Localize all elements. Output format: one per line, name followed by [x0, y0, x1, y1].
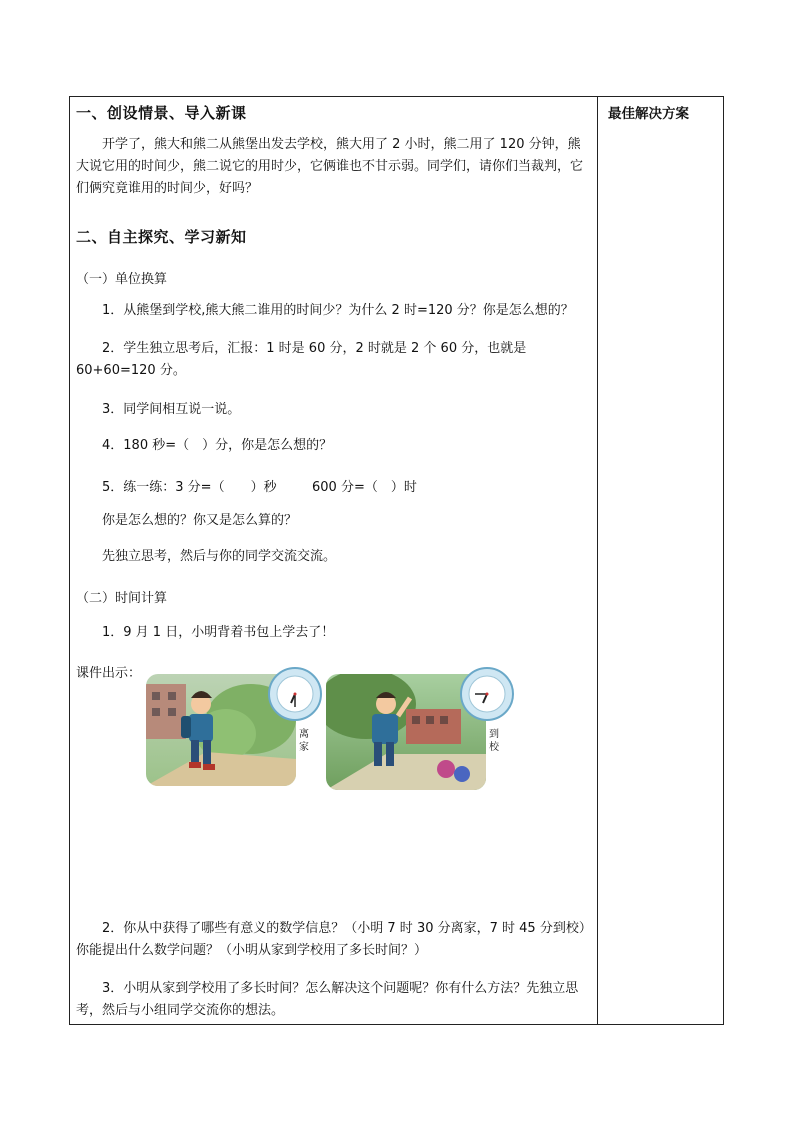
section1-paragraph: 开学了，熊大和熊二从熊堡出发去学校，熊大用了 2 小时，熊二用了 120 分钟，熊大说它用的时间少，熊二说它的用时少，它俩谁也不甘示弱。同学们，请你们当裁判，它们俩究竟谁用的时间少，好吗？ [76, 137, 584, 196]
subsection-time-calc: （二）时间计算 [76, 591, 168, 606]
section1-heading: 一、创设情景、导入新课 [76, 104, 247, 122]
question-how-think: 你是怎么想的？你又是怎么算的？ [102, 513, 298, 528]
item-2: 2．学生独立思考后，汇报：1 时是 60 分，2 时就是 2 个 60 分，也就是 60+60=120 分。 [76, 341, 527, 378]
column-divider [597, 97, 598, 1024]
section2-heading: 二、自主探究、学习新知 [76, 228, 247, 246]
clock-icon [268, 667, 322, 721]
time-item-2: 2．你从中获得了哪些有意义的数学信息？（小明 7 时 30 分离家，7 时 45 分到校）你能提出什么数学问题？（小明从家到学校用了多长时间？） [76, 921, 586, 958]
time-item-1: 1．9 月 1 日，小明背着书包上学去了！ [102, 625, 335, 640]
subsection-unit-conversion: （一）单位换算 [76, 272, 168, 287]
side-column-title: 最佳解决方案 [608, 106, 689, 122]
arriving-school-label: 到校 [489, 729, 499, 753]
item-5-part-a: 5．练一练：3 分=（ ）秒 [102, 480, 277, 495]
item-4: 4．180 秒=（ ）分，你是怎么想的？ [102, 438, 333, 453]
question-discuss: 先独立思考，然后与你的同学交流交流。 [102, 549, 337, 564]
courseware-label: 课件出示： [76, 666, 142, 681]
lesson-table [69, 96, 724, 1025]
item-3: 3．同学间相互说一说。 [102, 402, 241, 417]
clock-icon [460, 667, 514, 721]
leaving-home-label: 离家 [299, 729, 309, 753]
item-1: 1．从熊堡到学校,熊大熊二谁用的时间少？为什么 2 时=120 分？你是怎么想的？ [102, 303, 574, 318]
item-5-part-b: 600 分=（ ）时 [312, 480, 417, 495]
time-item-3: 3．小明从家到学校用了多长时间？怎么解决这个问题呢？你有什么方法？先独立思考，然后与小组同学交流你的想法。 [76, 981, 579, 1018]
